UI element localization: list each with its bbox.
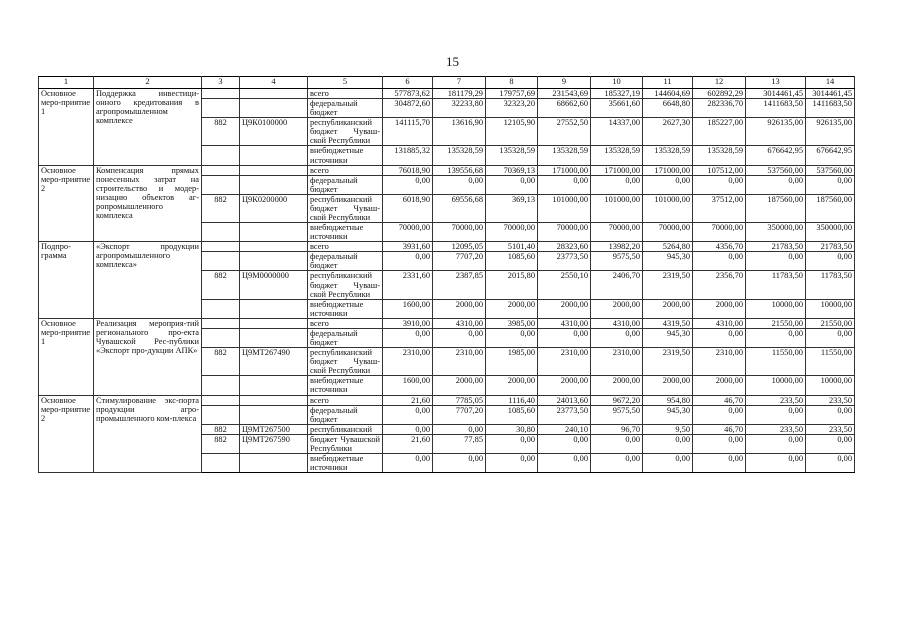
value-cell: 0,00 [538, 175, 591, 194]
classifier-code-cell [240, 223, 308, 242]
value-cell: 70000,00 [383, 223, 433, 242]
value-cell: 0,00 [486, 434, 538, 453]
value-cell: 144604,69 [643, 89, 693, 99]
value-cell: 233,50 [746, 424, 806, 434]
value-cell: 46,70 [693, 395, 746, 405]
ministry-code-cell [202, 453, 240, 472]
value-cell: 96,70 [591, 424, 643, 434]
table-row [39, 395, 855, 405]
value-cell: 2000,00 [433, 376, 486, 395]
value-cell: 179757,69 [486, 89, 538, 99]
value-cell: 11783,50 [746, 271, 806, 299]
value-cell: 0,00 [693, 328, 746, 347]
value-cell: 0,00 [433, 424, 486, 434]
value-cell: 12105,90 [486, 118, 538, 146]
value-cell: 0,00 [591, 434, 643, 453]
funding-source-cell: внебюджетные источники [308, 376, 383, 395]
row-description-cell: Стимулирование экс-порта продукции агро-промышленного ком-плекса [94, 395, 202, 473]
header-cell: 11 [643, 77, 693, 89]
value-cell: 2310,00 [538, 348, 591, 376]
funding-source-cell: федеральный бюджет [308, 405, 383, 424]
value-cell: 2310,00 [693, 348, 746, 376]
value-cell: 926135,00 [746, 118, 806, 146]
financing-table [38, 76, 855, 473]
value-cell: 954,80 [643, 395, 693, 405]
ministry-code-cell [202, 223, 240, 242]
value-cell: 135328,59 [433, 146, 486, 165]
value-cell: 46,70 [693, 424, 746, 434]
value-cell: 350000,00 [746, 223, 806, 242]
value-cell: 2550,10 [538, 271, 591, 299]
value-cell: 6018,90 [383, 194, 433, 222]
value-cell: 0,00 [433, 175, 486, 194]
funding-source-cell: республиканский [308, 424, 383, 434]
value-cell: 32323,20 [486, 99, 538, 118]
ministry-code-cell [202, 328, 240, 347]
row-label-cell: Основное меро-приятие 2 [39, 395, 94, 473]
classifier-code-cell: Ц9МТ267490 [240, 348, 308, 376]
classifier-code-cell [240, 146, 308, 165]
value-cell: 0,00 [643, 453, 693, 472]
funding-source-cell: всего [308, 395, 383, 405]
header-cell: 14 [806, 77, 855, 89]
value-cell: 4310,00 [538, 318, 591, 328]
value-cell: 107512,00 [693, 165, 746, 175]
value-cell: 0,00 [433, 453, 486, 472]
value-cell: 171000,00 [538, 165, 591, 175]
value-cell: 37512,00 [693, 194, 746, 222]
value-cell: 10000,00 [806, 376, 855, 395]
ministry-code-cell [202, 99, 240, 118]
funding-source-cell: всего [308, 318, 383, 328]
value-cell: 0,00 [693, 175, 746, 194]
value-cell: 135328,59 [693, 146, 746, 165]
value-cell: 2000,00 [486, 299, 538, 318]
row-label-cell: Основное меро-приятие 2 [39, 165, 94, 242]
header-cell: 7 [433, 77, 486, 89]
value-cell: 171000,00 [591, 165, 643, 175]
classifier-code-cell [240, 453, 308, 472]
value-cell: 3931,60 [383, 242, 433, 252]
value-cell: 0,00 [383, 453, 433, 472]
value-cell: 0,00 [538, 453, 591, 472]
classifier-code-cell [240, 318, 308, 328]
value-cell: 70000,00 [433, 223, 486, 242]
row-description-cell: «Экспорт продукции агропромышленного комплекса» [94, 242, 202, 319]
page-number: 15 [446, 54, 459, 69]
header-cell: 4 [240, 77, 308, 89]
value-cell: 141115,70 [383, 118, 433, 146]
value-cell: 1116,40 [486, 395, 538, 405]
value-cell: 7707,20 [433, 252, 486, 271]
value-cell: 0,00 [383, 252, 433, 271]
value-cell: 2000,00 [538, 376, 591, 395]
value-cell: 0,00 [486, 175, 538, 194]
value-cell: 9672,20 [591, 395, 643, 405]
value-cell: 0,00 [806, 175, 855, 194]
ministry-code-cell: 882 [202, 434, 240, 453]
value-cell: 135328,59 [591, 146, 643, 165]
value-cell: 369,13 [486, 194, 538, 222]
funding-source-cell: внебюджетные источники [308, 453, 383, 472]
value-cell: 0,00 [806, 453, 855, 472]
funding-source-cell: федеральный бюджет [308, 252, 383, 271]
funding-source-cell: республиканский бюджет Чуваш-ской Республики [308, 194, 383, 222]
header-cell: 13 [746, 77, 806, 89]
value-cell: 0,00 [746, 453, 806, 472]
value-cell: 233,50 [806, 395, 855, 405]
value-cell: 6648,80 [643, 99, 693, 118]
header-cell: 10 [591, 77, 643, 89]
table-row [39, 242, 855, 252]
classifier-code-cell [240, 395, 308, 405]
value-cell: 10000,00 [746, 299, 806, 318]
value-cell: 135328,59 [643, 146, 693, 165]
value-cell: 3014461,45 [806, 89, 855, 99]
row-description-cell: Поддержка инвестици-онного кредитования в агропромышленном комплексе [94, 89, 202, 166]
value-cell: 0,00 [806, 328, 855, 347]
value-cell: 3014461,45 [746, 89, 806, 99]
value-cell: 945,30 [643, 252, 693, 271]
header-cell: 5 [308, 77, 383, 89]
value-cell: 135328,59 [486, 146, 538, 165]
header-cell: 12 [693, 77, 746, 89]
value-cell: 70000,00 [538, 223, 591, 242]
value-cell: 131885,32 [383, 146, 433, 165]
value-cell: 2000,00 [693, 376, 746, 395]
funding-source-cell: республиканский бюджет Чуваш-ской Республики [308, 348, 383, 376]
value-cell: 4310,00 [433, 318, 486, 328]
value-cell: 181179,29 [433, 89, 486, 99]
value-cell: 14337,00 [591, 118, 643, 146]
value-cell: 2000,00 [643, 299, 693, 318]
value-cell: 23773,50 [538, 405, 591, 424]
value-cell: 2319,50 [643, 271, 693, 299]
funding-source-cell: республиканский бюджет Чуваш-ской Республики [308, 271, 383, 299]
row-label-cell: Основное меро-приятие 1 [39, 318, 94, 395]
classifier-code-cell [240, 175, 308, 194]
value-cell: 187560,00 [746, 194, 806, 222]
funding-source-cell: бюджет Чувашской Республики [308, 434, 383, 453]
value-cell: 0,00 [806, 434, 855, 453]
value-cell: 77,85 [433, 434, 486, 453]
classifier-code-cell [240, 328, 308, 347]
value-cell: 5264,80 [643, 242, 693, 252]
value-cell: 0,00 [591, 453, 643, 472]
funding-source-cell: республиканский бюджет Чуваш-ской Республики [308, 118, 383, 146]
value-cell: 10000,00 [806, 299, 855, 318]
ministry-code-cell: 882 [202, 118, 240, 146]
classifier-code-cell: Ц9К0200000 [240, 194, 308, 222]
classifier-code-cell [240, 376, 308, 395]
value-cell: 171000,00 [643, 165, 693, 175]
ministry-code-cell [202, 175, 240, 194]
value-cell: 350000,00 [806, 223, 855, 242]
value-cell: 11550,00 [806, 348, 855, 376]
value-cell: 0,00 [693, 434, 746, 453]
classifier-code-cell: Ц9МТ267590 [240, 434, 308, 453]
value-cell: 2000,00 [591, 299, 643, 318]
value-cell: 0,00 [693, 405, 746, 424]
value-cell: 0,00 [383, 424, 433, 434]
value-cell: 76018,90 [383, 165, 433, 175]
value-cell: 926135,00 [806, 118, 855, 146]
classifier-code-cell: Ц9М0000000 [240, 271, 308, 299]
value-cell: 1600,00 [383, 299, 433, 318]
value-cell: 0,00 [746, 328, 806, 347]
value-cell: 101000,00 [591, 194, 643, 222]
value-cell: 231543,69 [538, 89, 591, 99]
ministry-code-cell [202, 252, 240, 271]
value-cell: 27552,50 [538, 118, 591, 146]
value-cell: 0,00 [538, 328, 591, 347]
header-cell: 1 [39, 77, 94, 89]
value-cell: 21550,00 [746, 318, 806, 328]
value-cell: 0,00 [486, 328, 538, 347]
value-cell: 24013,60 [538, 395, 591, 405]
value-cell: 1411683,50 [746, 99, 806, 118]
value-cell: 2000,00 [591, 376, 643, 395]
funding-source-cell: всего [308, 165, 383, 175]
value-cell: 13616,90 [433, 118, 486, 146]
table-row [39, 318, 855, 328]
value-cell: 7785,05 [433, 395, 486, 405]
value-cell: 676642,95 [746, 146, 806, 165]
value-cell: 0,00 [643, 434, 693, 453]
value-cell: 4319,50 [643, 318, 693, 328]
classifier-code-cell: Ц9МТ267500 [240, 424, 308, 434]
value-cell: 2000,00 [486, 376, 538, 395]
value-cell: 0,00 [806, 405, 855, 424]
value-cell: 11550,00 [746, 348, 806, 376]
value-cell: 68662,60 [538, 99, 591, 118]
ministry-code-cell: 882 [202, 194, 240, 222]
ministry-code-cell: 882 [202, 424, 240, 434]
value-cell: 4310,00 [693, 318, 746, 328]
value-cell: 9,50 [643, 424, 693, 434]
value-cell: 282336,70 [693, 99, 746, 118]
value-cell: 69556,68 [433, 194, 486, 222]
value-cell: 0,00 [746, 405, 806, 424]
classifier-code-cell [240, 165, 308, 175]
value-cell: 2310,00 [591, 348, 643, 376]
value-cell: 5101,40 [486, 242, 538, 252]
classifier-code-cell [240, 405, 308, 424]
value-cell: 21,60 [383, 395, 433, 405]
value-cell: 101000,00 [643, 194, 693, 222]
value-cell: 135328,59 [538, 146, 591, 165]
value-cell: 2000,00 [538, 299, 591, 318]
value-cell: 537560,00 [746, 165, 806, 175]
funding-source-cell: внебюджетные источники [308, 223, 383, 242]
value-cell: 2387,85 [433, 271, 486, 299]
value-cell: 21783,50 [746, 242, 806, 252]
value-cell: 9575,50 [591, 405, 643, 424]
value-cell: 21,60 [383, 434, 433, 453]
value-cell: 0,00 [383, 175, 433, 194]
row-label-cell: Подпро-грамма [39, 242, 94, 319]
value-cell: 0,00 [486, 453, 538, 472]
table-row [39, 165, 855, 175]
value-cell: 9575,50 [591, 252, 643, 271]
value-cell: 4310,00 [591, 318, 643, 328]
value-cell: 537560,00 [806, 165, 855, 175]
value-cell: 602892,29 [693, 89, 746, 99]
value-cell: 32233,80 [433, 99, 486, 118]
value-cell: 0,00 [693, 252, 746, 271]
value-cell: 0,00 [746, 252, 806, 271]
value-cell: 23773,50 [538, 252, 591, 271]
row-description-cell: Реализация мероприя-тий регионального про-екта Чувашской Рес-публики «Экспорт про-дукции АПК» [94, 318, 202, 395]
value-cell: 2000,00 [433, 299, 486, 318]
value-cell: 0,00 [693, 453, 746, 472]
ministry-code-cell: 882 [202, 271, 240, 299]
value-cell: 0,00 [538, 434, 591, 453]
value-cell: 2331,60 [383, 271, 433, 299]
value-cell: 676642,95 [806, 146, 855, 165]
ministry-code-cell [202, 376, 240, 395]
value-cell: 577873,62 [383, 89, 433, 99]
header-cell: 2 [94, 77, 202, 89]
value-cell: 2000,00 [643, 376, 693, 395]
value-cell: 0,00 [643, 175, 693, 194]
value-cell: 21783,50 [806, 242, 855, 252]
value-cell: 3910,00 [383, 318, 433, 328]
funding-source-cell: внебюджетные источники [308, 146, 383, 165]
value-cell: 4356,70 [693, 242, 746, 252]
classifier-code-cell: Ц9К0100000 [240, 118, 308, 146]
classifier-code-cell [240, 252, 308, 271]
funding-source-cell: федеральный бюджет [308, 328, 383, 347]
value-cell: 2000,00 [693, 299, 746, 318]
value-cell: 945,30 [643, 405, 693, 424]
value-cell: 2627,30 [643, 118, 693, 146]
value-cell: 12095,05 [433, 242, 486, 252]
value-cell: 185327,19 [591, 89, 643, 99]
funding-source-cell: всего [308, 89, 383, 99]
value-cell: 945,30 [643, 328, 693, 347]
ministry-code-cell [202, 405, 240, 424]
value-cell: 0,00 [591, 328, 643, 347]
header-cell: 6 [383, 77, 433, 89]
value-cell: 21550,00 [806, 318, 855, 328]
ministry-code-cell [202, 165, 240, 175]
value-cell: 2310,00 [383, 348, 433, 376]
value-cell: 70000,00 [643, 223, 693, 242]
value-cell: 70000,00 [591, 223, 643, 242]
header-row [39, 77, 855, 89]
row-description-cell: Компенсация прямых понесенных затрат на строительство и модер-низацию объектов аг-ропромышленного комплекса [94, 165, 202, 242]
value-cell: 3985,00 [486, 318, 538, 328]
value-cell: 304872,60 [383, 99, 433, 118]
ministry-code-cell [202, 89, 240, 99]
ministry-code-cell [202, 299, 240, 318]
value-cell: 0,00 [591, 175, 643, 194]
funding-source-cell: федеральный бюджет [308, 175, 383, 194]
value-cell: 30,80 [486, 424, 538, 434]
header-cell: 3 [202, 77, 240, 89]
value-cell: 0,00 [433, 328, 486, 347]
classifier-code-cell [240, 89, 308, 99]
value-cell: 1411683,50 [806, 99, 855, 118]
table-body [39, 77, 855, 473]
value-cell: 1985,00 [486, 348, 538, 376]
value-cell: 233,50 [806, 424, 855, 434]
value-cell: 70369,13 [486, 165, 538, 175]
funding-source-cell: внебюджетные источники [308, 299, 383, 318]
value-cell: 240,10 [538, 424, 591, 434]
ministry-code-cell [202, 242, 240, 252]
ministry-code-cell [202, 395, 240, 405]
value-cell: 10000,00 [746, 376, 806, 395]
value-cell: 0,00 [383, 328, 433, 347]
value-cell: 70000,00 [486, 223, 538, 242]
ministry-code-cell: 882 [202, 348, 240, 376]
value-cell: 1085,60 [486, 405, 538, 424]
table-row [39, 89, 855, 99]
value-cell: 28323,60 [538, 242, 591, 252]
value-cell: 1085,60 [486, 252, 538, 271]
value-cell: 2319,50 [643, 348, 693, 376]
value-cell: 187560,00 [806, 194, 855, 222]
value-cell: 101000,00 [538, 194, 591, 222]
value-cell: 2356,70 [693, 271, 746, 299]
value-cell: 185227,00 [693, 118, 746, 146]
value-cell: 2406,70 [591, 271, 643, 299]
value-cell: 35661,60 [591, 99, 643, 118]
funding-source-cell: всего [308, 242, 383, 252]
value-cell: 1600,00 [383, 376, 433, 395]
value-cell: 70000,00 [693, 223, 746, 242]
value-cell: 13982,20 [591, 242, 643, 252]
value-cell: 139556,68 [433, 165, 486, 175]
classifier-code-cell [240, 99, 308, 118]
classifier-code-cell [240, 299, 308, 318]
value-cell: 0,00 [806, 252, 855, 271]
value-cell: 11783,50 [806, 271, 855, 299]
value-cell: 2015,80 [486, 271, 538, 299]
value-cell: 7707,20 [433, 405, 486, 424]
value-cell: 233,50 [746, 395, 806, 405]
row-label-cell: Основное меро-приятие 1 [39, 89, 94, 166]
value-cell: 2310,00 [433, 348, 486, 376]
value-cell: 0,00 [746, 175, 806, 194]
header-cell: 9 [538, 77, 591, 89]
classifier-code-cell [240, 242, 308, 252]
header-cell: 8 [486, 77, 538, 89]
value-cell: 0,00 [746, 434, 806, 453]
ministry-code-cell [202, 318, 240, 328]
value-cell: 0,00 [383, 405, 433, 424]
funding-source-cell: федеральный бюджет [308, 99, 383, 118]
ministry-code-cell [202, 146, 240, 165]
